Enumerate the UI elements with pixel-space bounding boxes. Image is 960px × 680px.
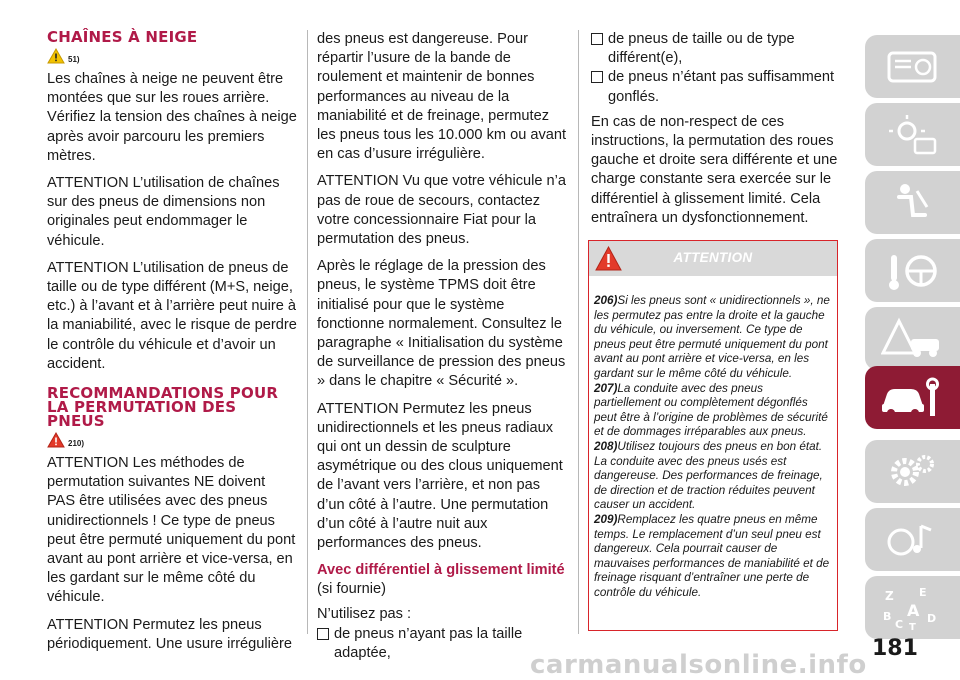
warning-triangle-icon (47, 432, 65, 448)
svg-text:B: B (883, 610, 892, 623)
tab-dashboard[interactable] (865, 35, 960, 98)
warning-item-number: 206) (594, 294, 618, 307)
lights-icon (881, 113, 943, 157)
warning-ref-number: 210) (68, 439, 85, 449)
svg-text:T: T (909, 622, 916, 630)
paragraph: ATTENTION L’utilisation de pneus de taille ou de type différent (M+S, neige, etc.) à l’avant et à l’arrière peut nuire à la maniabilité, avec le risque de perdre le contrôle du véhicule et d’avoir un accident. (47, 259, 297, 372)
tab-technical-data[interactable] (865, 440, 960, 503)
bullet-square-icon (591, 33, 603, 45)
paragraph: ATTENTION Les méthodes de permutation suivantes NE doivent PAS être utilisées avec des pneus unidirectionnels ! Ce type de pneus peut être permuté uniquement du pont avant au pont arrière et vice-versa, en les gardant sur le même côté du véhicule. (47, 455, 296, 606)
warning-box (588, 240, 838, 631)
warning-item-number: 208) (594, 439, 618, 453)
bullet-text: de pneus n’étant pas suffisamment gonflés. (608, 69, 835, 105)
paragraph: ATTENTION Permutez les pneus périodiquement. Une usure irrégulière (47, 616, 292, 652)
gears-icon (881, 450, 943, 494)
multimedia-icon (881, 518, 943, 562)
column-divider (578, 30, 579, 634)
subheading-note: (si fournie) (317, 581, 386, 598)
paragraph: Les chaînes à neige ne peuvent être montées que sur les roues arrière. Vérifiez la tension des chaînes à neige après avoir parcouru les premiers mètres. (47, 71, 297, 164)
bullet-item (591, 30, 838, 68)
warning-title: ATTENTION (673, 250, 753, 265)
warning-item (594, 440, 833, 513)
warning-item-text: Si les pneus sont « unidirectionnels », ne les permutez pas entre la droite et la gauche du véhicule, ou inversement. Ce type de pneus peut être permuté uniquement du pont avant au pont arrière et vice-versa, en les gardant sur le même côté du véhicule. (594, 294, 830, 380)
tab-lights[interactable] (865, 103, 960, 166)
warning-reference (47, 432, 297, 448)
tab-index[interactable] (865, 576, 960, 639)
airbag-seat-icon (881, 181, 943, 225)
index-letters-icon (881, 586, 943, 630)
warning-item (594, 382, 833, 440)
warning-list (589, 276, 837, 600)
bullet-text: de pneus de taille ou de type différent(e), (608, 31, 795, 67)
paragraph: Après le réglage de la pression des pneus, le système TPMS doit être initialisé pour que le système fonctionne normalement. Consultez le paragraphe « Initialisation du système de surveillance de pression des pneus » dans le chapitre « Sécurité ». (317, 258, 566, 390)
bullet-item (591, 68, 838, 106)
bullet-square-icon (317, 628, 329, 640)
subheading-limited-slip: Avec différentiel à glissement limité (317, 562, 565, 579)
warning-triangle-car-icon (881, 317, 943, 361)
key-steering-wheel-icon (881, 249, 943, 293)
tab-maintenance[interactable] (865, 366, 960, 429)
bullet-text: de pneus n’ayant pas la taille adaptée, (334, 625, 523, 661)
section-heading-tire-rotation: RECOMMANDATIONS POUR LA PERMUTATION DES PNEUS (47, 384, 279, 431)
svg-text:D: D (927, 612, 937, 625)
warning-reference (47, 48, 297, 64)
page-number: 181 (872, 636, 918, 661)
paragraph: des pneus est dangereuse. Pour répartir l’usure de la bande de roulement et maintenir de bonnes performances au niveau de la maniabilité et de freinage, permutez les pneus tous les 10.000 km ou avant en cas d’usure irrégulière. (317, 31, 567, 163)
tab-safety[interactable] (865, 171, 960, 234)
column-divider (307, 30, 308, 634)
tab-starting-driving[interactable] (865, 239, 960, 302)
section-heading-snow-chains: CHAÎNES À NEIGE (47, 28, 198, 46)
warning-item-text: Utilisez toujours des pneus en bon état. La conduite avec des pneus usés est dangereuse. Des performances de freinage, de direction et de traction réduites peuvent causer un accident. (594, 439, 823, 512)
warning-ref-number: 51) (68, 55, 80, 64)
paragraph: ATTENTION Vu que votre véhicule n’a pas de roue de secours, contactez votre concessionnaire Fiat pour la permutation des pneus. (317, 173, 567, 248)
column-1 (47, 30, 297, 654)
watermark: carmanualsonline.info (530, 650, 867, 680)
svg-text:C: C (895, 618, 904, 630)
warning-item (594, 513, 833, 601)
paragraph: ATTENTION Permutez les pneus unidirectionnels et les pneus radiaux qui ont un dessin de sculpture asymétrique ou des clous uniquement de l’avant vers l’arrière, et non pas d’un côté à l’autre. Une permutation d’un côté à l’autre nuit aux performances des pneus. (317, 400, 563, 552)
tab-multimedia[interactable] (865, 508, 960, 571)
paragraph: N’utilisez pas : (317, 606, 412, 623)
dashboard-icon (881, 45, 943, 89)
column-2 (317, 30, 567, 663)
warning-item (594, 294, 833, 382)
svg-text:Z: Z (885, 589, 894, 603)
paragraph: ATTENTION L’utilisation de chaînes sur des pneus de dimensions non originales peut endommager le véhicule. (47, 175, 280, 249)
warning-item-number: 207) (594, 381, 618, 395)
warning-header (589, 241, 837, 276)
svg-text:E: E (919, 586, 927, 599)
car-wrench-icon (881, 376, 943, 420)
warning-triangle-icon (47, 48, 65, 64)
column-3 (591, 30, 838, 236)
bullet-square-icon (591, 71, 603, 83)
tab-emergency[interactable] (865, 307, 960, 370)
svg-text:A: A (907, 601, 920, 620)
warning-item-text: Remplacez les quatre pneus en même temps. Le remplacement d’un seul pneu est dangereux. Cela pourrait causer de mauvaises performances de maniabilité et de freinage risquant d’entraîner une perte de contrôle du véhicule. (594, 512, 830, 599)
warning-item-text: La conduite avec des pneus partiellement ou complètement dégonflés peut être à l’origine de problèmes de sécurité et de dommages irréparables aux pneus. (594, 381, 828, 439)
warning-item-number: 209) (594, 512, 618, 526)
paragraph: En cas de non-respect de ces instructions, la permutation des roues gauche et droite sera différente et une charge constante sera exercée sur le différentiel à glissement limité. Cela entraînera un dysfonctionnement. (591, 113, 838, 226)
